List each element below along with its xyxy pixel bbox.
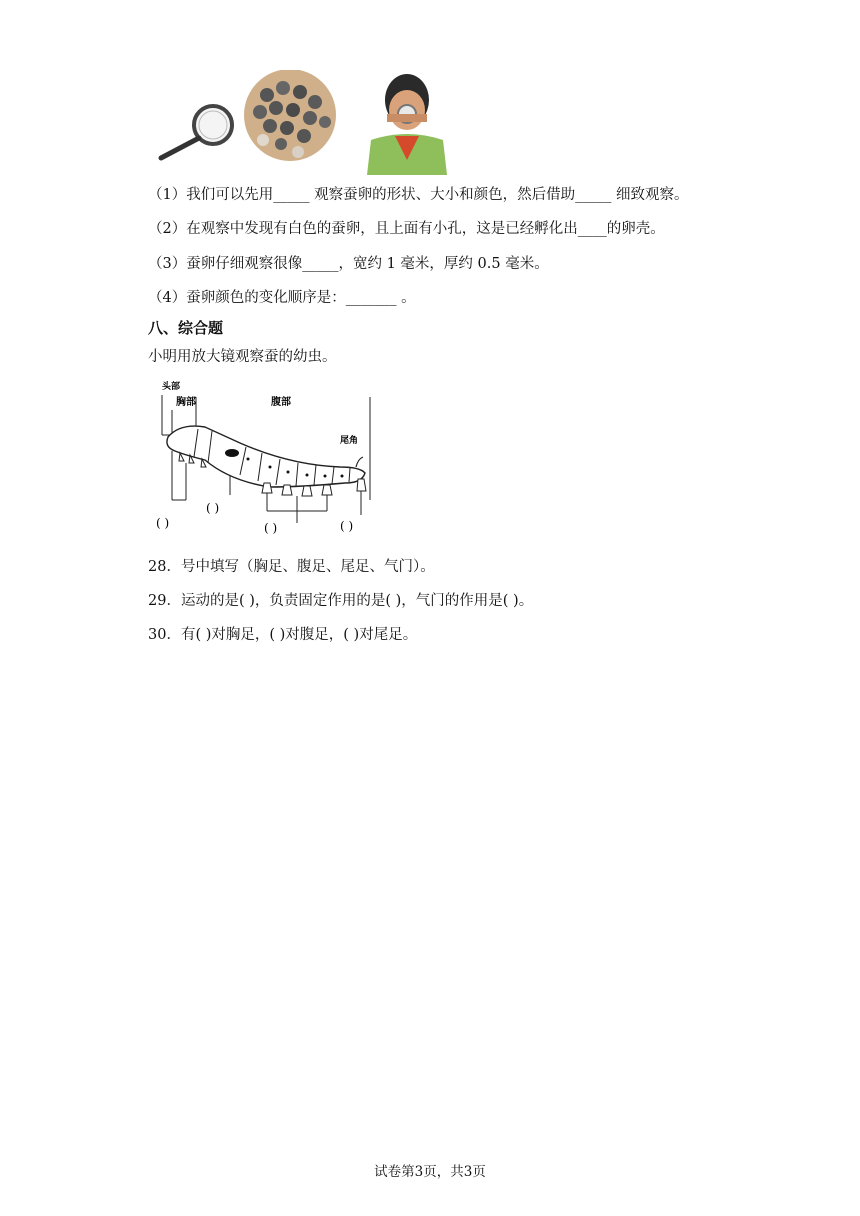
- question-7-4: （4）蚕卵颜色的变化顺序是：_______ 。: [148, 290, 416, 306]
- question-30: 30．有( )对胸足，( )对腹足，( )对尾足。: [148, 627, 418, 643]
- blank-spiracle: ( ): [206, 501, 220, 515]
- question-7-3: （3）蚕卵仔细观察很像_____，宽约 1 毫米，厚约 0.5 毫米。: [148, 256, 549, 272]
- silkworm-larva-diagram: [150, 375, 400, 540]
- label-thorax: 胸部: [176, 397, 196, 408]
- figure-row: [155, 70, 455, 175]
- silkworm-eggs-closeup: [244, 70, 336, 161]
- label-head: 头部: [162, 382, 181, 392]
- question-28: 28．号中填写（胸足、腹足、尾足、气门）。: [148, 559, 435, 575]
- question-7-1: （1）我们可以先用_____ 观察蚕卵的形状、大小和颜色，然后借助_____ 细致观察。: [148, 187, 689, 203]
- label-abdomen: 腹部: [271, 397, 291, 408]
- blank-thoracic-legs: ( ): [156, 516, 170, 530]
- section-title: 八、综合题: [148, 319, 224, 337]
- blank-anal-legs: ( ): [340, 519, 354, 533]
- label-tail-horn: 尾角: [340, 436, 359, 446]
- magnifying-glass-icon: [161, 106, 232, 158]
- section-intro: 小明用放大镜观察蚕的幼虫。: [148, 349, 337, 365]
- blank-abdominal-legs: ( ): [264, 521, 278, 535]
- question-29: 29．运动的是( )，负责固定作用的是( )，气门的作用是( )。: [148, 593, 534, 609]
- question-7-2: （2）在观察中发现有白色的蚕卵，且上面有小孔，这是已经孵化出____的卵壳。: [148, 221, 665, 237]
- boy-with-magnifier-photo: [363, 70, 451, 175]
- page-footer: 试卷第3页，共3页: [374, 1164, 486, 1180]
